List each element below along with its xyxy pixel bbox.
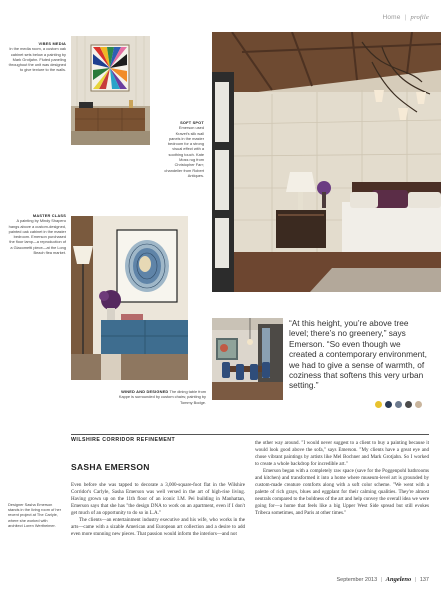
article-column-2 xyxy=(255,440,429,518)
footer-brand: Angeleno xyxy=(385,576,412,583)
caption-title: MASTER CLASS xyxy=(32,213,66,218)
caption-text: A painting by Mindy Shapero hangs above a custom-designed, painted oak cabinet in the master bedroom. Emerson purchased the floor lamp—a reproduction of a Giacometti piece—at the Long Beach flea market. xyxy=(8,218,66,256)
palette-swatch-slate xyxy=(395,401,402,408)
paragraph: the other way around. "I would never suggest to a client to buy a painting because it would look good above the sofa," says Emerson. "My clients have a great eye and chose vibrant paintings by artists like Mel Bochner and Mark Grotjahn. So I worked to create a whole backdrop for incredible art." xyxy=(255,440,429,468)
photo-media-room xyxy=(71,36,150,145)
palette-swatch-charcoal xyxy=(405,401,412,408)
photo-master-bedroom xyxy=(212,32,441,292)
photo-painting-cabinet xyxy=(71,216,188,380)
article-column-1 xyxy=(71,482,245,538)
caption-text: The dining table from Kappe is surrounded by custom chairs; painting by Tommy Bodge. xyxy=(118,389,206,405)
pull-quote: “At this height, you’re above tree level; there’s no greenery,” says Emerson. “So even though we created a contemporary environment, we had to give a sense of warmth, of coziness that softens this very urban setting.” xyxy=(289,318,427,391)
caption-vibes-media xyxy=(8,41,66,73)
paragraph: The clients—an entertainment industry executive and his wife, who works in the arts—came with a sizable American and European art collection and a desire to add even more stunning new pieces. That passion would inform the interiors—and not xyxy=(71,517,245,538)
header-home: Home xyxy=(382,14,401,21)
paragraph: Even before she was tapped to decorate a 3,000-square-foot flat in the Wilshire Corridor's Carlyle, Sasha Emerson was well versed in the art of high-rise living. Having grown up on the 11th floor of an iconic I.M. Pei building in Manhattan, Emerson says that she has "the design DNA to work on an apartment, even if I don't get much of an opportunity to do so in L.A." xyxy=(71,482,245,517)
article-byline: SASHA EMERSON xyxy=(71,462,150,472)
page-header: Home | profile xyxy=(382,14,429,21)
caption-title: SOFT SPOT xyxy=(180,120,204,125)
caption-wined-designed xyxy=(118,389,206,405)
article-kicker: WILSHIRE CORRIDOR REFINEMENT xyxy=(71,437,176,443)
page-footer: September 2013 | Angeleno | 137 xyxy=(336,576,429,583)
palette-swatch-yellow xyxy=(375,401,382,408)
caption-master-class xyxy=(8,213,66,255)
palette-swatch-taupe xyxy=(415,401,422,408)
palette-swatch-navy xyxy=(385,401,392,408)
photo-dining-room xyxy=(212,318,283,400)
paragraph: Emerson began with a completely raw space (save for the Poggenpohl bathrooms and kitchen) and transformed it into a home where museum-level art is grounded by custom-made creature comforts along with a soft color scheme. "We went with a palette of rich grays, blues and eggplant for their calming qualities. They're almost neutrals compared to the boldness of the art and help convey the overall idea we were going for—a home that feels like a big Upper West Side spread but still evokes Tribeca sometimes, and Paris at other times." xyxy=(255,468,429,517)
caption-text: In the media room, a custom oak cabinet sets below a painting by Mark Grotjahn. Fluted paneling throughout the unit was designed to give texture to the walls. xyxy=(8,46,66,73)
caption-title: VIBES MEDIA xyxy=(38,41,66,46)
caption-title: WINED AND DESIGNED xyxy=(121,389,169,394)
page-number: 137 xyxy=(419,577,429,583)
header-section: profile xyxy=(410,14,429,21)
caption-soft-spot xyxy=(164,120,204,178)
caption-designer: Designer Sasha Emerson stands in the living room of her recent project at The Carlyle, where she worked with architect Loren Wertheimer. xyxy=(8,502,61,528)
footer-date: September 2013 xyxy=(336,577,378,583)
caption-text: Emerson used Kravet's silk wall panels in the master bedroom for a strong visual effect with a soothing touch. Kate Moss rug from Christopher Farr; chandelier from Robert Antiques. xyxy=(164,125,204,178)
section-divider xyxy=(71,434,429,435)
